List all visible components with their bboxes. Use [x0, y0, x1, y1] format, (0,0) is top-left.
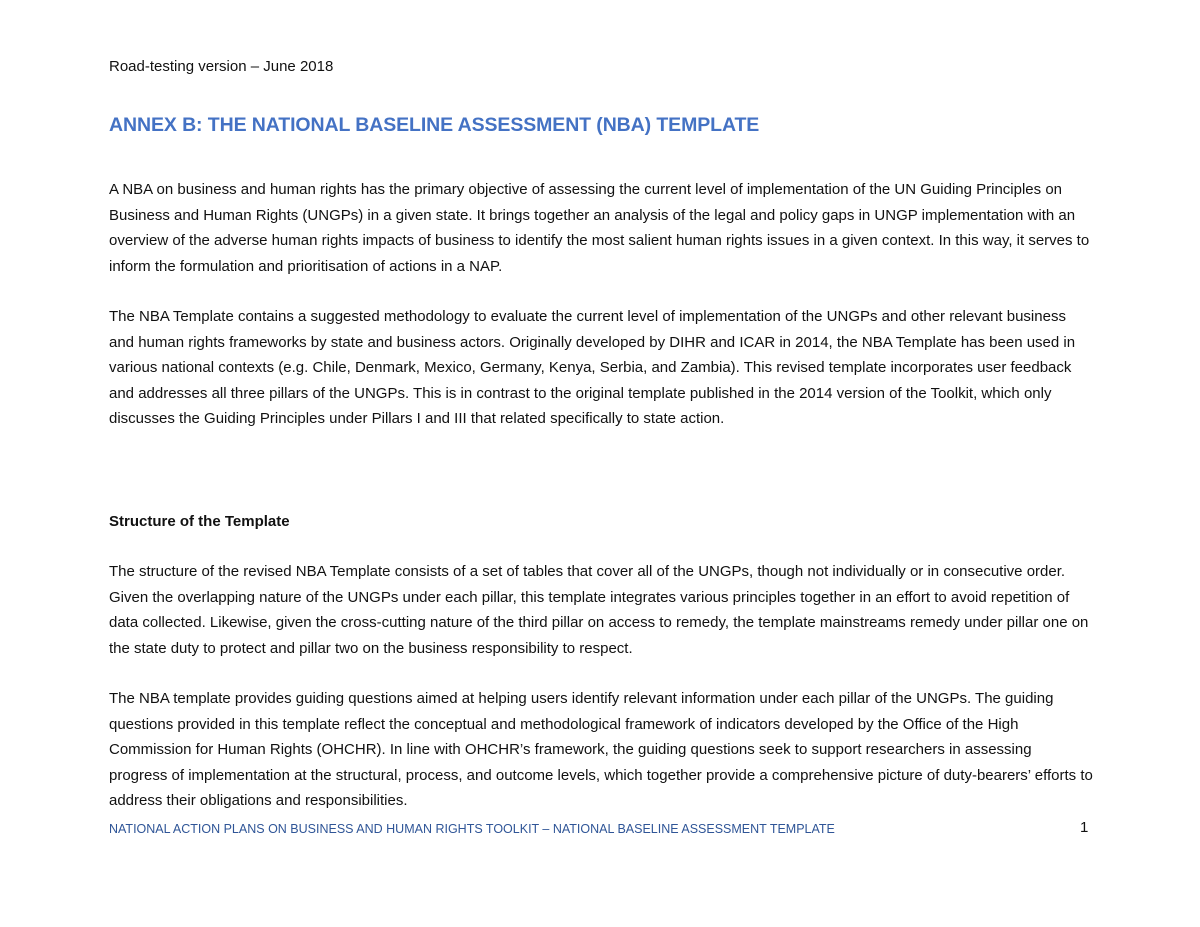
section-heading: Structure of the Template [109, 513, 290, 530]
version-note: Road-testing version – June 2018 [109, 58, 334, 75]
page-footer: NATIONAL ACTION PLANS ON BUSINESS AND HUMAN RIGHTS TOOLKIT – NATIONAL BASELINE ASSESSMENT TEMPLATE [109, 822, 835, 836]
page-title: ANNEX B: THE NATIONAL BASELINE ASSESSMENT (NBA) TEMPLATE [109, 114, 760, 136]
section-paragraph-2: The NBA template provides guiding questions aimed at helping users identify relevant information under each pillar of the UNGPs. The guiding questions provided in this template reflect the conceptual and methodological framework of indicators developed by the Office of the High Commission for Human Rights (OHCHR). In line with OHCHR’s framework, the guiding questions seek to support researchers in assessing progress of implementation at the structural, process, and outcome levels, which together provide a comprehensive picture of duty-bearers’ efforts to address their obligations and responsibilities. [109, 690, 1093, 810]
section-paragraph-1: The structure of the revised NBA Template consists of a set of tables that cover all of the UNGPs, though not individually or in consecutive order. Given the overlapping nature of the UNGPs under each pillar, this template integrates various principles together in an effort to avoid repetition of data collected. Likewise, given the cross-cutting nature of the third pillar on access to remedy, the template mainstreams remedy under pillar one on the state duty to protect and pillar two on the business responsibility to respect. [109, 563, 1089, 657]
page-number: 1 [1080, 819, 1089, 836]
intro-paragraph-2: The NBA Template contains a suggested methodology to evaluate the current level of implementation of the UNGPs and other relevant business and human rights frameworks by state and business actors. Originally developed by DIHR and ICAR in 2014, the NBA Template has been used in various national contexts (e.g. Chile, Denmark, Mexico, Germany, Kenya, Serbia, and Zambia). This revised template incorporates user feedback and addresses all three pillars of the UNGPs. This is in contrast to the original template published in the 2014 version of the Toolkit, which only discusses the Guiding Principles under Pillars I and III that related specifically to state action. [109, 308, 1076, 428]
intro-paragraph-1: A NBA on business and human rights has the primary objective of assessing the current level of implementation of the UN Guiding Principles on Business and Human Rights (UNGPs) in a given state. It brings together an analysis of the legal and policy gaps in UNGP implementation with an overview of the adverse human rights impacts of business to identify the most salient human rights issues in a given context. In this way, it serves to inform the formulation and prioritisation of actions in a NAP. [109, 181, 1090, 275]
